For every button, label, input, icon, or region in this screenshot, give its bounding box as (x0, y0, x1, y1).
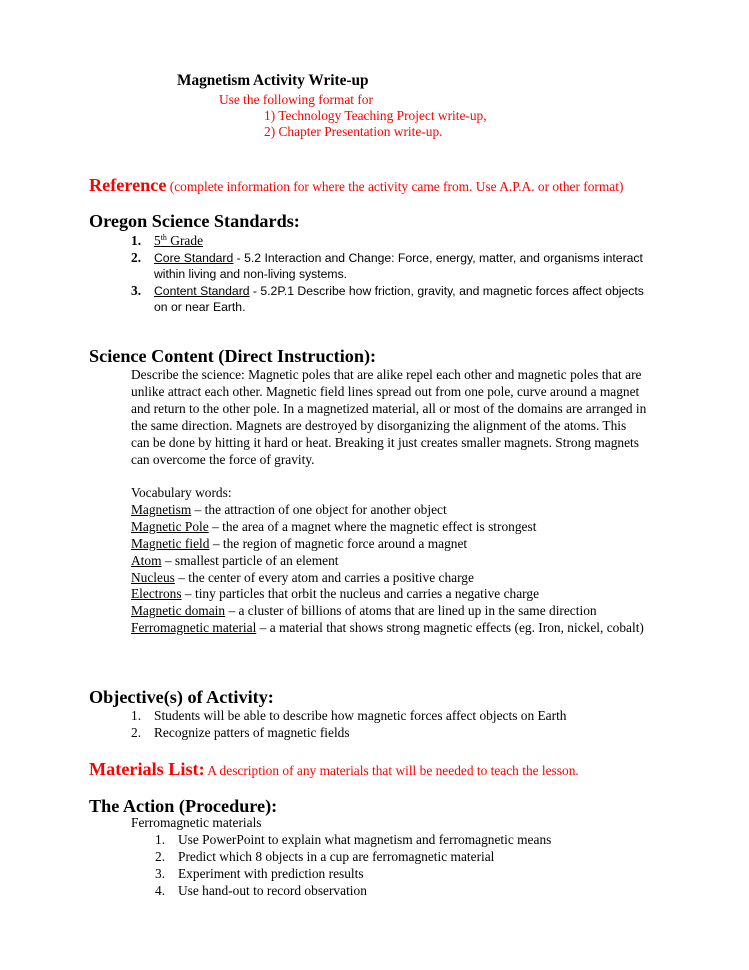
core-standard-text-cont: within living and non-living systems. (154, 267, 348, 281)
objectives-heading: Objective(s) of Activity: (89, 687, 274, 707)
objective-text: Recognize patters of magnetic fields (154, 724, 350, 740)
format-item-2: 2) Chapter Presentation write-up. (264, 124, 443, 139)
standards-list (131, 233, 644, 316)
grade-number: 5 (154, 233, 161, 248)
vocab-term: Atom (131, 552, 162, 568)
vocab-definition: – the center of every atom and carries a positive charge (174, 569, 474, 585)
vocab-term: Magnetic domain (131, 603, 226, 619)
procedure-step (155, 866, 551, 883)
standard-item-3 (131, 283, 644, 300)
standard-number: 2. (131, 249, 142, 265)
procedure-subheading: Ferromagnetic materials (131, 815, 262, 830)
objective-text: Students will be able to describe how magnetic forces affect objects on Earth (154, 708, 567, 723)
content-standard-text: - 5.2P.1 Describe how friction, gravity, and magnetic forces affect objects (249, 283, 644, 298)
reference-heading: Reference (89, 175, 167, 195)
vocabulary-heading: Vocabulary words: (131, 485, 232, 500)
grade-word: Grade (170, 233, 204, 248)
science-content-heading: Science Content (Direct Instruction): (89, 346, 377, 366)
standard-item-2-cont (131, 266, 644, 283)
step-number: 4. (155, 882, 166, 898)
objective-item (131, 725, 567, 742)
vocab-term: Magnetism (131, 501, 192, 517)
materials-line (89, 759, 579, 780)
objectives-list (131, 708, 567, 742)
vocab-item (131, 536, 644, 553)
procedure-step (155, 883, 551, 900)
procedure-heading: The Action (Procedure): (89, 796, 278, 816)
standard-item-2 (131, 250, 644, 267)
step-text: Predict which 8 objects in a cup are ferromagnetic material (178, 848, 495, 864)
objective-number: 1. (131, 708, 142, 723)
format-item-1: 1) Technology Teaching Project write-up, (264, 108, 487, 123)
content-standard-label: Content Standard (154, 283, 250, 298)
reference-line (89, 175, 623, 196)
standards-heading: Oregon Science Standards: (89, 211, 300, 231)
vocab-term: Magnetic field (131, 535, 210, 551)
procedure-step (155, 832, 551, 849)
science-line: Describe the science: Magnetic poles that are alike repel each other and magnetic poles that are (131, 367, 642, 382)
standard-number: 3. (131, 282, 142, 298)
science-line: unlike attract each other. Magnetic field lines spread out from one pole, curve around a magnet (131, 383, 640, 399)
vocab-definition: – the area of a magnet where the magnetic effect is strongest (208, 518, 537, 534)
science-line: the same direction. Magnets are destroyed by disorganizing the alignment of the atoms. This (131, 417, 627, 433)
vocab-definition: – a material that shows strong magnetic effects (eg. Iron, nickel, cobalt) (256, 620, 644, 636)
vocab-term: Ferromagnetic material (131, 620, 257, 636)
step-number: 3. (155, 865, 166, 881)
step-text: Experiment with prediction results (178, 865, 364, 881)
vocab-definition: – the region of magnetic force around a magnet (209, 535, 468, 551)
standard-item-3-cont (131, 299, 644, 316)
vocab-item (131, 570, 644, 587)
procedure-list (155, 832, 551, 900)
objective-number: 2. (131, 724, 142, 740)
vocab-definition: – smallest particle of an element (161, 552, 339, 568)
vocab-term: Nucleus (131, 569, 175, 585)
materials-note: A description of any materials that will be needed to teach the lesson. (207, 763, 579, 778)
vocab-term: Magnetic Pole (131, 518, 209, 534)
reference-note: (complete information for where the activity came from. Use A.P.A. or other format) (169, 179, 624, 194)
vocab-item (131, 502, 644, 519)
document-title: Magnetism Activity Write-up (177, 72, 369, 89)
vocab-definition: – a cluster of billions of atoms that are lined up in the same direction (225, 603, 597, 619)
science-line: can overcome the force of gravity. (131, 451, 315, 467)
vocab-item (131, 603, 644, 620)
objective-item (131, 708, 567, 725)
standard-item-1 (131, 233, 644, 250)
step-number: 2. (155, 848, 166, 864)
vocab-definition: – the attraction of one object for another object (191, 501, 447, 517)
procedure-step (155, 849, 551, 866)
science-line: can be done by hitting it hard or heat. Breaking it just creates smaller magnets. Strong magnets (131, 434, 639, 450)
core-standard-text: - 5.2 Interaction and Change: Force, energy, matter, and organisms interact (233, 250, 643, 265)
vocab-definition: – tiny particles that orbit the nucleus and carries a negative charge (181, 586, 540, 602)
content-standard-text-cont: on or near Earth. (154, 300, 246, 314)
vocab-item (131, 586, 644, 603)
standard-number: 1. (131, 233, 142, 248)
vocab-term: Electrons (131, 586, 182, 602)
step-number: 1. (155, 832, 166, 847)
science-description (131, 367, 646, 468)
materials-heading: Materials List: (89, 759, 205, 779)
vocabulary-list (131, 485, 644, 637)
science-line: and return to the other pole. In a magnetized material, all or most of the domains are arranged in (131, 400, 647, 416)
step-text: Use hand-out to record observation (178, 882, 367, 898)
core-standard-label: Core Standard (154, 250, 234, 265)
grade-superscript: th (160, 233, 167, 242)
vocab-item (131, 553, 644, 570)
vocab-item (131, 620, 644, 637)
format-intro: Use the following format for (219, 92, 373, 107)
vocab-item (131, 519, 644, 536)
step-text: Use PowerPoint to explain what magnetism and ferromagnetic means (178, 832, 552, 847)
